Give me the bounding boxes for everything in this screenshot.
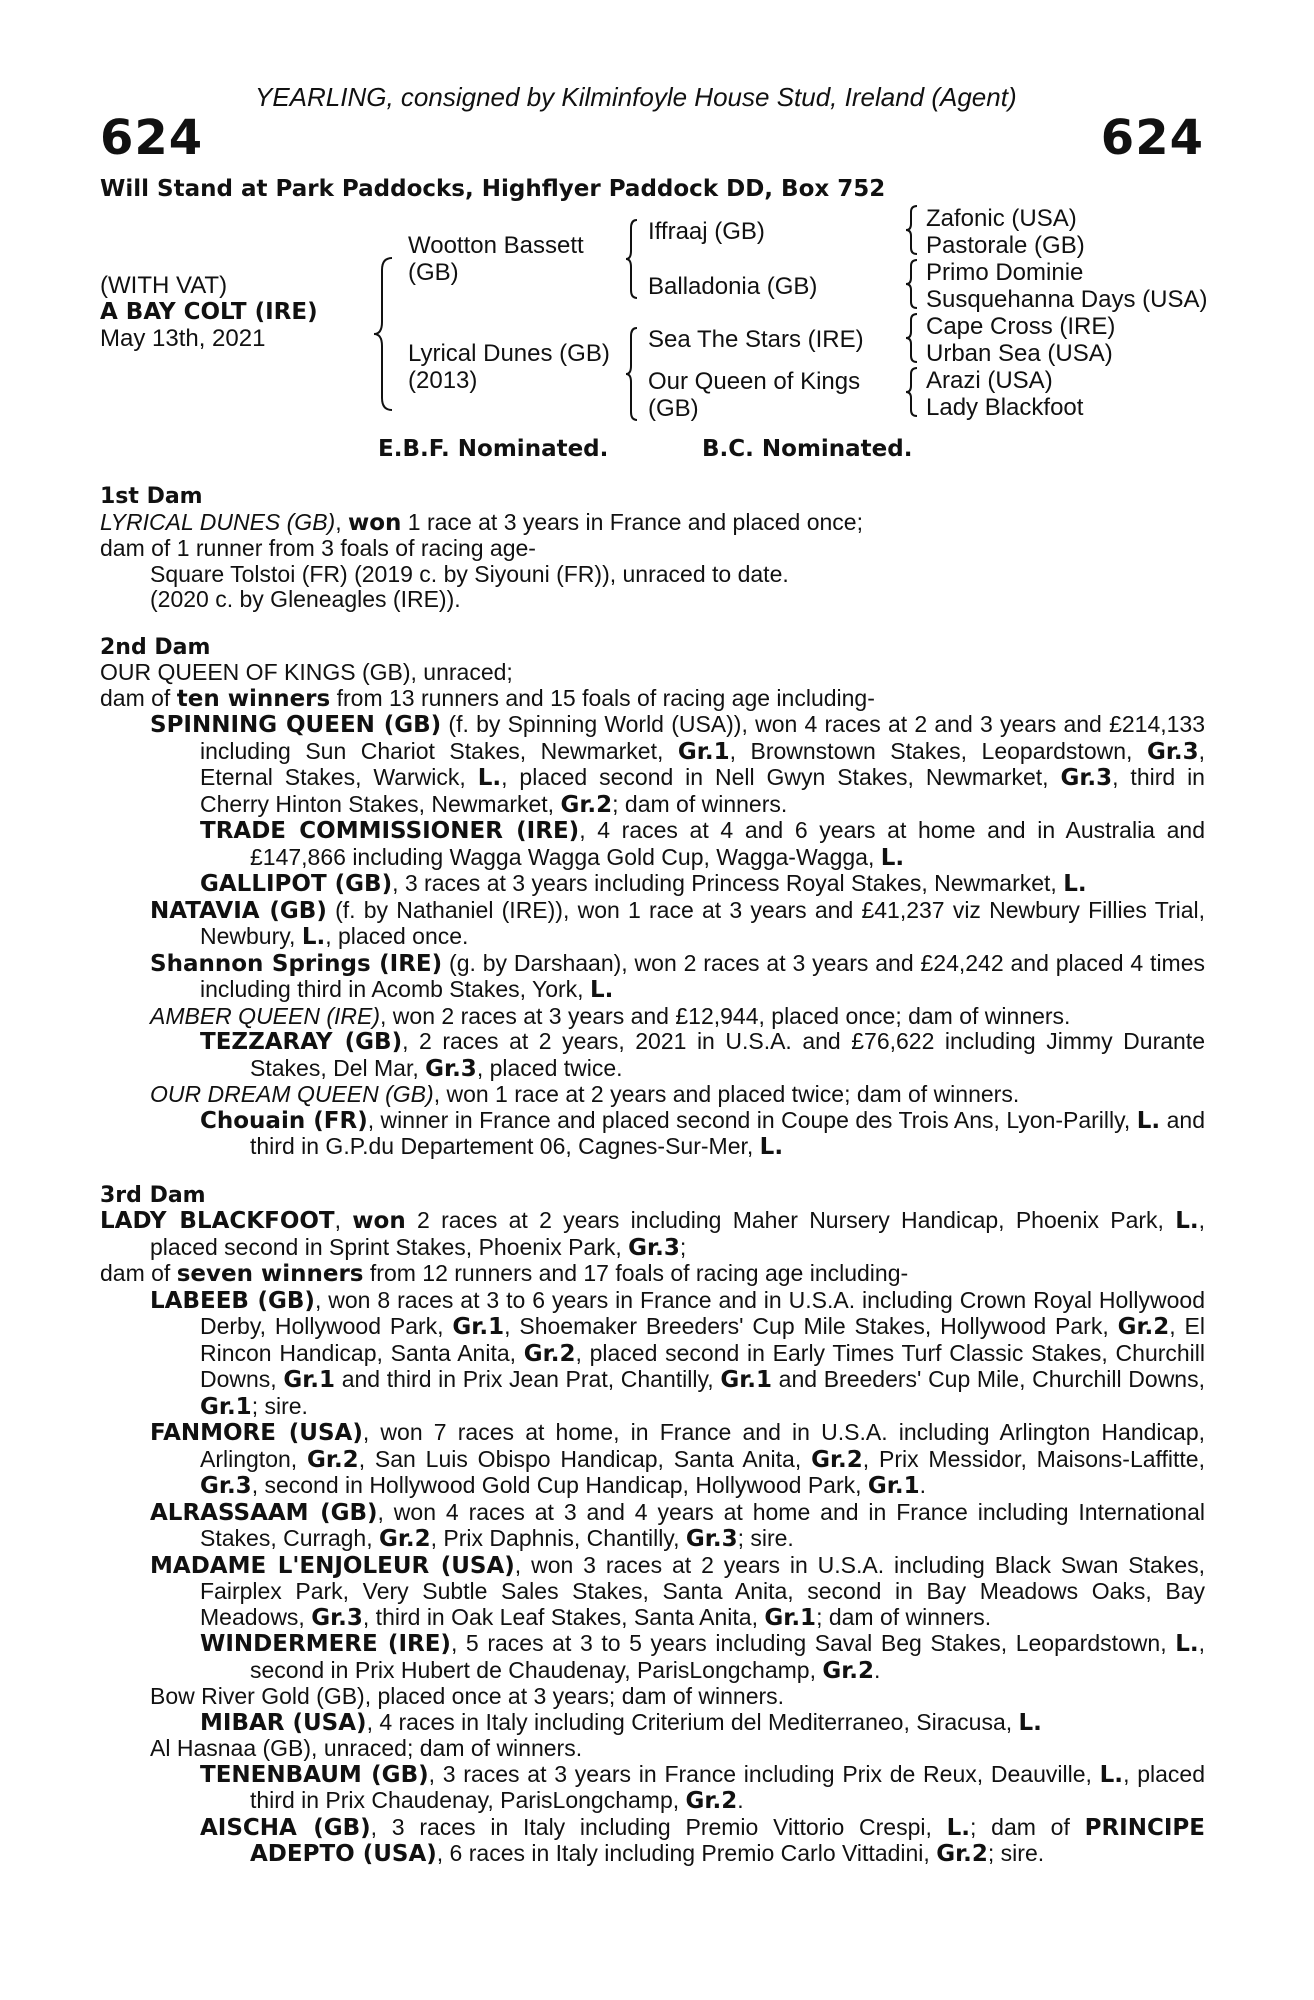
second-dam-line: OUR QUEEN OF KINGS (GB), unraced; [100,659,513,685]
third-dam-produce-summary: dam of seven winners from 12 runners and 17 foals of racing age including- [100,1260,909,1287]
lot-number-right: 624 [1100,110,1204,166]
produce-entry: GALLIPOT (GB), 3 races at 3 years including Princess Royal Stakes, Newmarket, L. [200,870,1087,897]
lot-number-left: 624 [100,110,204,166]
ebf-nomination: E.B.F. Nominated. [378,436,609,462]
first-dam-heading: 1st Dam [100,484,203,509]
foaling-date: May 13th, 2021 [100,325,266,352]
horse-name: A BAY COLT (IRE) [100,299,318,325]
g3-ancestor: Primo Dominie [926,259,1084,286]
dam-name: LYRICAL DUNES (GB) [100,508,336,535]
produce-entry: (2020 c. by Gleneagles (IRE)). [150,586,461,612]
third-dam-line: LADY BLACKFOOT, won 2 races at 2 years including Maher Nursery Handicap, Phoenix Park, L., placed second in Sprint Stakes, Phoenix Park, Gr.3; [100,1207,1205,1261]
vat-note: (WITH VAT) [100,272,228,299]
produce-entry: FANMORE (USA), won 7 races at home, in France and in U.S.A. including Arlington Handicap, Arlington, Gr.2, San Luis Obispo Handicap, Santa Anita, Gr.2, Prix Messidor, Maisons-Laffitte, Gr.3, second in Hollywood Gold Cup Handicap, Hollywood Park, Gr.1. [150,1419,1205,1499]
second-dam-heading: 2nd Dam [100,634,211,660]
produce-entry: Al Hasnaa (GB), unraced; dam of winners. [150,1735,583,1761]
g3-ancestor: Zafonic (USA) [926,205,1077,232]
g3-ancestor: Arazi (USA) [926,367,1053,394]
produce-entry: TEZZARAY (GB), 2 races at 2 years, 2021 in U.S.A. and £76,622 including Jimmy Durante Stakes, Del Mar, Gr.3, placed twice. [200,1028,1205,1082]
stand-location: Will Stand at Park Paddocks, Highflyer Paddock DD, Box 752 [100,176,886,202]
bc-nomination: B.C. Nominated. [702,436,913,462]
g3-ancestor: Urban Sea (USA) [926,340,1113,367]
dam-year: (2013) [408,367,478,394]
first-dam-produce-summary: dam of 1 runner from 3 foals of racing age- [100,535,536,561]
consignor-line: YEARLING, consigned by Kilminfoyle House Stud, Ireland (Agent) [255,82,1017,112]
produce-entry: Square Tolstoi (FR) (2019 c. by Siyouni (FR)), unraced to date. [150,560,789,587]
g3-ancestor: Susquehanna Days (USA) [926,286,1208,313]
pedigree-brace-g1 [904,204,920,256]
family-text [100,484,1205,1868]
produce-entry: Shannon Springs (IRE) (g. by Darshaan), won 2 races at 3 years and £24,242 and placed 4 times including third in Acomb Stakes, York, L. [150,949,1206,1003]
sire-dam: Balladonia (GB) [648,273,818,300]
dam-dam: Our Queen of Kings [648,368,861,395]
produce-entry: LABEEB (GB), won 8 races at 3 to 6 years in France and in U.S.A. including Crown Royal Hollywood Derby, Hollywood Park, Gr.1, Shoemaker Breeders' Cup Mile Stakes, Hollywood Park, Gr.2, El Rincon Handicap, Santa Anita, Gr.2, placed second in Early Times Turf Classic Stakes, Churchill Downs, Gr.1 and third in Prix Jean Prat, Chantilly, Gr.1 and Breeders' Cup Mile, Churchill Downs, Gr.1; sire. [150,1286,1206,1420]
produce-entry: AMBER QUEEN (IRE), won 2 races at 3 years and £12,944, placed once; dam of winners. [150,1002,1071,1029]
dam-dam-country: (GB) [648,395,699,422]
produce-entry: SPINNING QUEEN (GB) (f. by Spinning World (USA)), won 4 races at 2 and 3 years and £214,133 including Sun Chariot Stakes, Newmarket, Gr.1, Brownstown Stakes, Leopardstown, Gr.3, Eternal Stakes, Warwick, L., placed second in Nell Gwyn Stakes, Newmarket, Gr.3, third in Cherry Hinton Stakes, Newmarket, Gr.2; dam of winners. [150,711,1206,818]
produce-entry: ALRASSAAM (GB), won 4 races at 3 and 4 years at home and in France including International Stakes, Curragh, Gr.2, Prix Daphnis, Chantilly, Gr.3; sire. [150,1498,1205,1552]
sire-sire: Iffraaj (GB) [648,218,765,245]
first-dam-record: 1 race at 3 years in France and placed once; [401,508,863,535]
produce-entry: TRADE COMMISSIONER (IRE), 4 races at 4 and 6 years at home and in Australia and £147,866 including Wagga Wagga Gold Cup, Wagga-Wagga, L. [200,817,1205,871]
produce-entry: TENENBAUM (GB), 3 races at 3 years in France including Prix de Reux, Deauville, L., placed third in Prix Chaudenay, ParisLongchamp, Gr.2. [200,1760,1205,1814]
pedigree-brace-sire [624,218,640,300]
won-label: won [347,509,402,536]
produce-entry: MADAME L'ENJOLEUR (USA), won 3 races at 2 years in U.S.A. including Black Swan Stakes, Fairplex Park, Very Subtle Sales Stakes, Santa Anita, second in Bay Meadows Oaks, Bay Meadows, Gr.3, third in Oak Leaf Stakes, Santa Anita, Gr.1; dam of winners. [150,1551,1205,1631]
pedigree-brace-dam [624,326,640,422]
second-dam-produce-summary: dam of ten winners from 13 runners and 15 foals of racing age including- [100,684,875,712]
sire-name: Wootton Bassett [408,232,584,259]
produce-entry: WINDERMERE (IRE), 5 races at 3 to 5 years including Saval Beg Stakes, Leopardstown, L., second in Prix Hubert de Chaudenay, ParisLongchamp, Gr.2. [200,1630,1205,1684]
produce-entry: MIBAR (USA), 4 races in Italy including Criterium del Mediterraneo, Siracusa, L. [200,1708,1042,1736]
produce-entry: Chouain (FR), winner in France and placed second in Coupe des Trois Ans, Lyon-Parilly, L. and third in G.P.du Departement 06, Cagnes-Sur-Mer, L. [200,1106,1205,1160]
produce-entry: AISCHA (GB), 3 races in Italy including Premio Vittorio Crespi, L.; dam of PRINCIPE ADEPTO (USA), 6 races in Italy including Premio Carlo Vittadini, Gr.2; sire. [200,1813,1205,1867]
pedigree-brace-g2 [904,258,920,310]
sire-country: (GB) [408,259,459,286]
third-dam-heading: 3rd Dam [100,1182,206,1208]
first-dam-line: LYRICAL DUNES (GB), won 1 race at 3 years in France and placed once; [100,508,863,536]
produce-entry: Bow River Gold (GB), placed once at 3 years; dam of winners. [150,1683,785,1709]
pedigree-brace-main [372,256,396,412]
dam-name: Lyrical Dunes (GB) [408,340,610,367]
dam-sire: Sea The Stars (IRE) [648,326,864,353]
pedigree-brace-g3 [904,312,920,364]
g3-ancestor: Pastorale (GB) [926,232,1085,259]
pedigree-brace-g4 [904,366,920,418]
g3-ancestor: Cape Cross (IRE) [926,313,1116,340]
g3-ancestor: Lady Blackfoot [926,394,1084,421]
produce-entry: NATAVIA (GB) (f. by Nathaniel (IRE)), won 1 race at 3 years and £41,237 viz Newbury Fillies Trial, Newbury, L., placed once. [150,896,1205,950]
produce-entry: OUR DREAM QUEEN (GB), won 1 race at 2 years and placed twice; dam of winners. [150,1081,1020,1107]
